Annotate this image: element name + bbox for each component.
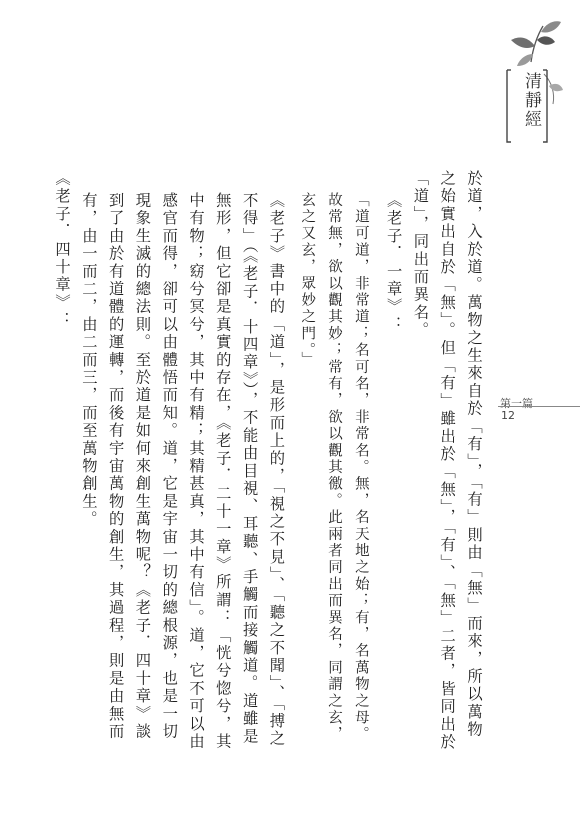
header-divider: [498, 406, 580, 407]
citation-heading: 《老子．四十章》：: [53, 170, 72, 330]
book-logo: [497, 14, 567, 150]
paragraph: 《老子》書中的「道」，是形而上的，「視之不見」、「聽之不聞」、「搏之不得」（《老子．十四章》），不能由目視、耳聽、手觸而接觸道。道雖是無形，但它卻是真實的存在，《老子．二十一章》所謂：「恍兮惚兮，其中有物；窈兮冥兮，其中有精；其精甚真，其中有信」。道，它不可以由感官而得，卻可以由體悟而知。道，它是宇宙一切的總根源，也是一切現象生滅的總法則。至於道是如何來創生萬物呢？《老子．四十章》談到了由於有道體的運轉，而後有宇宙萬物的創生，其過程，則是由無而有，由一而二，由二而三，而至萬物創生。: [79, 192, 286, 751]
block-quote: 「道可道，非常道；名可名，非常名。無，名天地之始；有，名萬物之母。故常無，欲以觀其妙；常有，欲以觀其徼。此兩者同出而異名，同謂之玄，玄之又玄，眾妙之門。」: [299, 192, 369, 744]
logo-title: 清靜經: [521, 72, 541, 129]
chapter-label: 第一篇: [500, 397, 533, 410]
paragraph-continued: 於道，入於道。萬物之生來自於「有」，「有」則由「無」而來，所以萬物之始實出自於「無」。但「有」雖出於「無」，「有」、「無」二者，皆同出於「道」，同出而異名。: [411, 170, 483, 752]
citation-heading: 《老子．一章》：: [384, 192, 403, 334]
page-number: 12: [501, 409, 515, 422]
vertical-text-block: [53, 170, 487, 755]
